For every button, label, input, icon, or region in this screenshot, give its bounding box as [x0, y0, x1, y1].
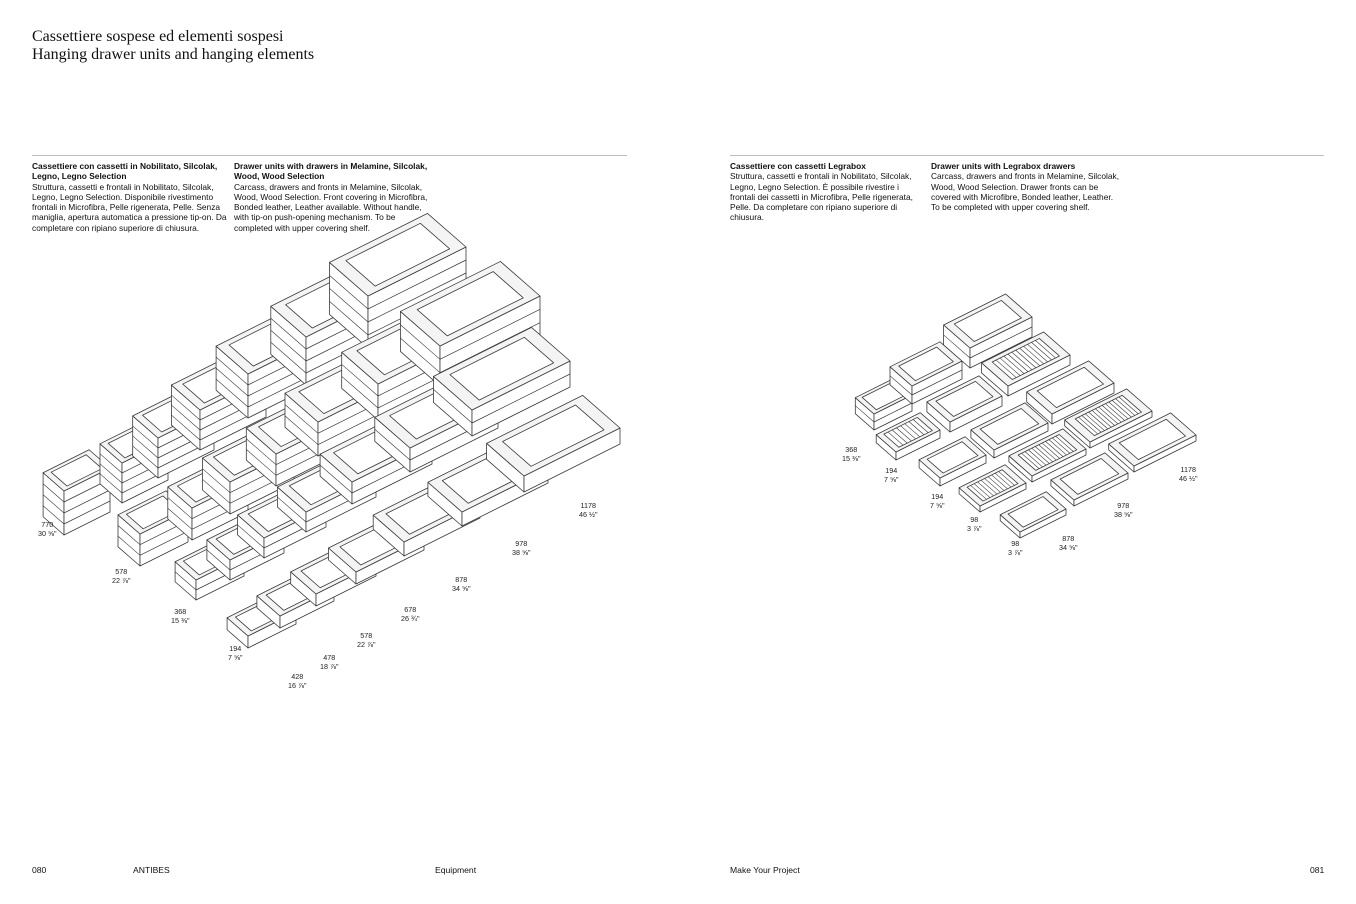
- dim-label: 978 38 ⅝": [1114, 501, 1133, 519]
- dim-label: 1178 46 ½": [579, 501, 598, 519]
- dim-label: 770 30 ⅝": [38, 520, 57, 538]
- right-italian-heading: Cassettiere con cassetti Legrabox: [730, 161, 866, 171]
- footer-section: Equipment: [435, 865, 477, 875]
- dim-label: 368 15 ⅜": [842, 445, 861, 463]
- dim-label: 194 7 ⅝": [228, 644, 243, 662]
- dim-label: 428 16 ⅞": [288, 672, 307, 690]
- dim-label: 98 3 ⅞": [1008, 539, 1023, 557]
- right-italian-body: Struttura, cassetti e frontali in Nobilitato, Silcolak, Legno, Legno Selection. È possibile rivestire i frontali dei cassetti in Microfibra, Pelle rigenerata, Pelle. Da completare con ripiano superiore di chiusura.: [730, 171, 913, 223]
- dim-label: 878 34 ⅝": [452, 575, 471, 593]
- title-english: Hanging drawer units and hanging elements: [32, 46, 315, 63]
- footer-project: Make Your Project: [730, 865, 800, 875]
- dim-label: 678 26 ¾": [401, 605, 420, 623]
- right-english-heading: Drawer units with Legrabox drawers: [931, 161, 1076, 171]
- dim-label: 98 3 ⅞": [967, 515, 982, 533]
- left-english-heading: Drawer units with drawers in Melamine, Silcolak, Wood, Wood Selection: [234, 161, 428, 182]
- title-italian: Cassettiere sospese ed elementi sospesi: [32, 28, 284, 45]
- dim-label: 478 18 ⅞": [320, 653, 339, 671]
- left-italian-heading: Cassettiere con cassetti in Nobilitato, Silcolak, Legno, Legno Selection: [32, 161, 218, 182]
- left-english-body: Carcass, drawers and fronts in Melamine, Silcolak, Wood, Wood Selection. Front covering in Microfibra, Bonded leather, Leather available. Without handle, with tip-on push-opening mechanism. To be completed with upper covering shelf.: [234, 181, 428, 233]
- right-page-number: 081: [1310, 865, 1325, 875]
- left-italian-body: Struttura, cassetti e frontali in Nobilitato, Silcolak, Legno, Legno Selection. Disponibile rivestimento frontali in Microfibra, Pelle rigenerata, Pelle. Senza maniglia, apertura automatica a pressione tip-on. Da completare con ripiano superiore di chiusura.: [32, 181, 227, 233]
- dim-label: 194 7 ⅝": [884, 466, 899, 484]
- dim-label: 578 22 ⅞": [112, 567, 131, 585]
- dim-label: 978 38 ⅝": [512, 539, 531, 557]
- dim-label: 368 15 ⅜": [171, 607, 190, 625]
- dim-label: 1178 46 ½": [1179, 465, 1198, 483]
- footer-brand: ANTIBES: [133, 865, 170, 875]
- dim-label: 878 34 ⅝": [1059, 534, 1078, 552]
- dim-label: 578 22 ⅞": [357, 631, 376, 649]
- dim-label: 194 7 ⅝": [930, 492, 945, 510]
- right-english-body: Carcass, drawers and fronts in Melamine, Silcolak, Wood, Wood Selection. Drawer fronts can be covered with Microfibre, Bonded leather, Leather. To be completed with upper covering shelf.: [931, 171, 1120, 213]
- left-page-number: 080: [32, 865, 47, 875]
